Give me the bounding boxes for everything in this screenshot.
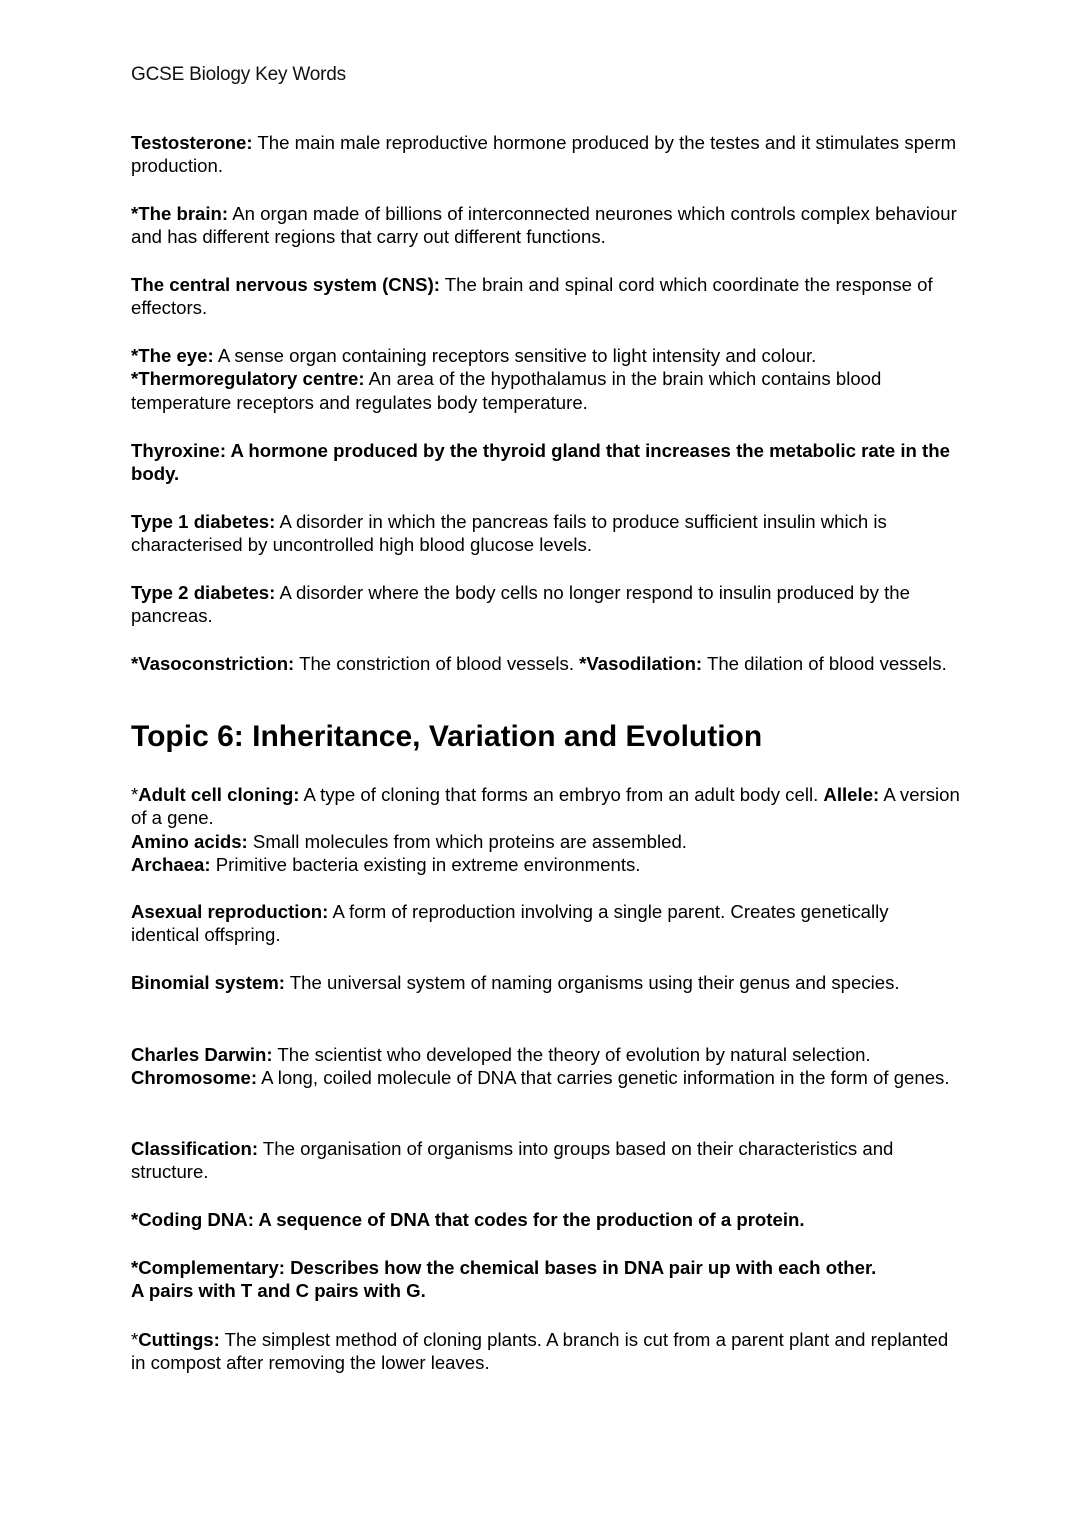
key-term: Testosterone: bbox=[131, 132, 253, 153]
definition-text: A disorder in which the pancreas fails to produce sufficient insulin which is characterised by uncontrolled high blood glucose levels. bbox=[131, 511, 887, 556]
key-term: *The brain: bbox=[131, 203, 229, 224]
key-term: *Vasoconstriction: bbox=[131, 653, 295, 674]
definition-text: The brain and spinal cord which coordinate the response of effectors. bbox=[131, 274, 933, 319]
definition-text: A form of reproduction involving a single parent. Creates genetically identical offspring. bbox=[131, 901, 889, 946]
glossary-entry bbox=[131, 1328, 961, 1375]
key-term: Amino acids: bbox=[131, 830, 248, 852]
key-term: *Vasodilation: bbox=[579, 653, 703, 674]
definition-text: A sense organ containing receptors sensitive to light intensity and colour. bbox=[213, 345, 817, 366]
glossary-entry bbox=[131, 971, 961, 994]
key-term: Type 2 diabetes: bbox=[131, 582, 276, 603]
key-term: Classification: bbox=[131, 1138, 259, 1159]
glossary-entry bbox=[131, 131, 961, 178]
key-term: *Thermoregulatory centre: bbox=[131, 368, 365, 390]
definition-text: The simplest method of cloning plants. A branch is cut from a parent plant and replanted in compost after removing the lower leaves. bbox=[131, 1329, 949, 1374]
definition-text: * bbox=[131, 784, 139, 805]
glossary-entry bbox=[131, 510, 961, 557]
glossary-entry bbox=[131, 783, 961, 876]
definition-text: A version of a gene. bbox=[131, 784, 960, 829]
key-term: Thyroxine: A hormone produced by the thyroid gland that increases the metabolic rate in the body. bbox=[131, 440, 950, 485]
key-term: Binomial system: bbox=[131, 972, 285, 993]
glossary-entry bbox=[131, 344, 961, 414]
definition-text: A type of cloning that forms an embryo from an adult body cell. bbox=[299, 784, 824, 805]
definition-text: The scientist who developed the theory of evolution by natural selection. bbox=[272, 1044, 871, 1065]
definition-text: The organisation of organisms into groups based on their characteristics and structure. bbox=[131, 1138, 894, 1183]
definition-text: A long, coiled molecule of DNA that carries genetic information in the form of genes. bbox=[257, 1067, 950, 1089]
glossary-entry bbox=[131, 273, 961, 320]
key-term: Cuttings: bbox=[138, 1329, 220, 1350]
key-term: *Complementary: Describes how the chemical bases in DNA pair up with each other. bbox=[131, 1257, 877, 1278]
definition-text: The constriction of blood vessels. bbox=[294, 653, 580, 674]
key-term: *The eye: bbox=[131, 345, 214, 366]
key-term: Allele: bbox=[823, 784, 880, 805]
glossary-entry bbox=[131, 1208, 961, 1231]
glossary-entry bbox=[131, 900, 961, 947]
definition-text: The universal system of naming organisms using their genus and species. bbox=[284, 972, 900, 993]
definition-text: The dilation of blood vessels. bbox=[702, 653, 947, 674]
definition-text: An organ made of billions of interconnected neurones which controls complex behaviour and has different regions that carry out different functions. bbox=[131, 203, 957, 248]
key-term: Asexual reproduction: bbox=[131, 901, 329, 922]
glossary-entry bbox=[131, 652, 961, 675]
key-term: Chromosome: bbox=[131, 1067, 258, 1089]
definition-text: The main male reproductive hormone produced by the testes and it stimulates sperm production. bbox=[131, 132, 957, 177]
key-term: Archaea: bbox=[131, 853, 211, 875]
page-header: GCSE Biology Key Words bbox=[131, 64, 346, 85]
glossary-entry bbox=[131, 581, 961, 628]
glossary-entry bbox=[131, 202, 961, 249]
definition-text: Primitive bacteria existing in extreme environments. bbox=[210, 853, 641, 875]
topic-heading: Topic 6: Inheritance, Variation and Evolution bbox=[131, 720, 763, 753]
key-term: The central nervous system (CNS): bbox=[131, 274, 440, 295]
glossary-entry bbox=[131, 1256, 961, 1303]
definition-text: * bbox=[131, 1329, 139, 1350]
key-term: *Coding DNA: A sequence of DNA that codes for the production of a protein. bbox=[131, 1209, 805, 1230]
glossary-entry bbox=[131, 1137, 961, 1184]
key-term: Charles Darwin: bbox=[131, 1044, 273, 1065]
glossary-entry bbox=[131, 1043, 961, 1090]
definition-text: Small molecules from which proteins are assembled. bbox=[247, 830, 687, 852]
glossary-entry bbox=[131, 439, 961, 486]
definition-text: An area of the hypothalamus in the brain which contains blood temperature receptors and regulates body temperature. bbox=[131, 368, 882, 413]
key-term: Type 1 diabetes: bbox=[131, 511, 276, 532]
key-term: A pairs with T and C pairs with G. bbox=[131, 1280, 426, 1302]
definition-text: A disorder where the body cells no longer respond to insulin produced by the pancreas. bbox=[131, 582, 910, 627]
key-term: Adult cell cloning: bbox=[138, 784, 300, 805]
